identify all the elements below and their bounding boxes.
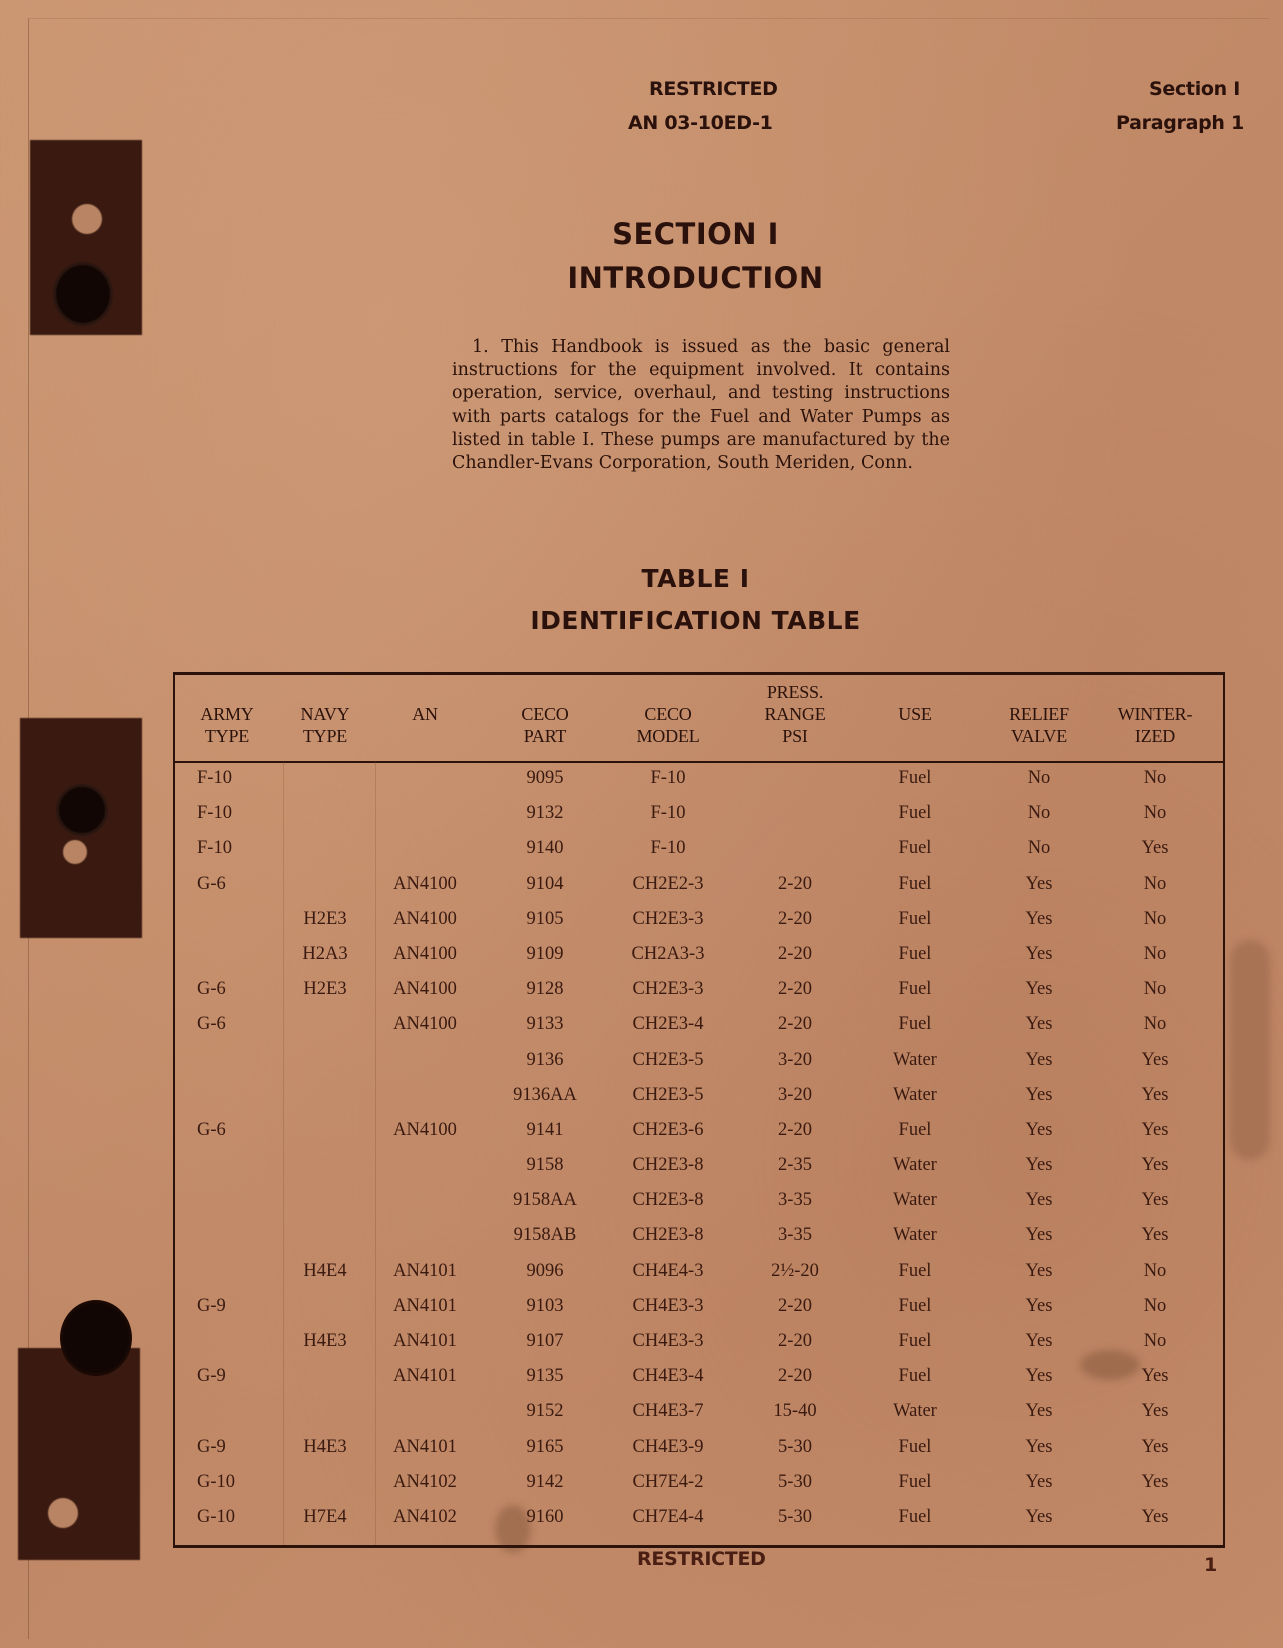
cell-navy-type: H2E3 [303,908,347,929]
cell-army-type: G-9 [197,1295,226,1316]
cell-an: AN4100 [393,979,457,1000]
column-header-ceco-part [493,681,597,747]
cell-winterized: Yes [1141,1436,1169,1457]
cell-press-range: 2-20 [778,1295,812,1316]
cell-use: Fuel [898,1471,932,1492]
cell-use: Fuel [898,979,932,1000]
cell-relief-valve: Yes [1025,1295,1053,1316]
cell-use: Water [893,1155,937,1176]
table-row [175,1113,1223,1148]
table-row [175,937,1223,972]
page-number: 1 [1204,1554,1217,1576]
cell-ceco-model: F-10 [650,768,686,788]
tab-hole [63,840,87,864]
cell-army-type: F-10 [197,768,232,788]
cell-navy-type: H7E4 [303,1506,347,1527]
cell-ceco-part: 9141 [526,1119,564,1140]
cell-use: Fuel [898,1260,932,1281]
cell-army-type: G-9 [197,1436,226,1457]
cell-ceco-model: CH4E3-3 [632,1331,704,1351]
header-line: USE [898,704,932,724]
header-line: CECO [644,704,692,724]
cell-ceco-part: 9103 [526,1295,564,1316]
column-header-press-range [741,681,849,747]
cell-ceco-part: 9128 [526,979,564,1000]
cell-winterized: Yes [1141,1471,1169,1492]
cell-ceco-model: CH4E4-3 [632,1260,704,1281]
cell-press-range: 2-20 [778,908,812,929]
column-header-winterized [1105,681,1205,747]
table-row [175,1218,1223,1253]
cell-use: Water [893,1401,937,1422]
cell-relief-valve: Yes [1025,1436,1053,1457]
cell-navy-type: H4E4 [303,1260,347,1281]
cell-winterized: Yes [1141,1049,1169,1070]
cell-an: AN4100 [393,1014,457,1035]
cell-relief-valve: Yes [1025,1506,1053,1527]
column-header-army-type [177,681,277,747]
section-title: SECTION I [612,217,779,251]
cell-ceco-model: CH2E3-6 [632,1119,704,1140]
cell-ceco-model: F-10 [650,838,686,859]
cell-ceco-part: 9140 [526,838,564,859]
section-subtitle: INTRODUCTION [567,261,824,295]
header-line: IZED [1134,726,1176,746]
cell-an: AN4100 [393,943,457,964]
cell-ceco-model: CH4E3-4 [632,1366,704,1387]
cell-ceco-model: CH2E3-5 [632,1084,704,1105]
cell-navy-type: H4E3 [303,1436,347,1457]
table-row [175,1078,1223,1113]
cell-winterized: Yes [1141,1401,1169,1422]
cell-ceco-part: 9109 [526,943,564,964]
cell-ceco-model: CH2E3-4 [632,1014,704,1035]
cell-ceco-part: 9160 [526,1506,564,1527]
cell-press-range: 5-30 [778,1436,812,1457]
column-header-an [375,681,475,747]
cell-use: Water [893,1084,937,1105]
header-line: PRESS. [766,682,824,702]
table-title: TABLE I [641,564,750,593]
cell-ceco-model: CH2E3-8 [632,1190,704,1211]
table-row [175,1254,1223,1289]
cell-ceco-part: 9096 [526,1260,564,1281]
cell-ceco-model: CH4E3-3 [632,1295,704,1316]
header-line: TYPE [302,726,348,746]
cell-press-range: 3-35 [778,1225,812,1246]
header-line [493,681,597,703]
section-heading [54,212,1283,300]
cell-use: Fuel [898,1331,932,1351]
cell-an: AN4101 [393,1260,457,1281]
cell-relief-valve: No [1027,803,1051,824]
table-row [175,1394,1223,1429]
cell-relief-valve: Yes [1025,873,1053,894]
cell-use: Fuel [898,1366,932,1387]
table-body [175,761,1223,1535]
cell-ceco-model: F-10 [650,803,686,824]
column-header-relief-valve [983,681,1095,747]
cell-ceco-model: CH2E3-3 [632,908,704,929]
cell-winterized: No [1143,768,1167,788]
stain [1230,940,1270,1160]
table-heading [54,558,1283,642]
header-line: NAVY [300,704,350,724]
table-row [175,972,1223,1007]
cell-press-range: 2½-20 [771,1260,819,1281]
cell-press-range: 5-30 [778,1506,812,1527]
header-line [177,681,277,703]
cell-press-range: 2-20 [778,1366,812,1387]
cell-press-range: 2-20 [778,1119,812,1140]
cell-relief-valve: Yes [1025,1471,1053,1492]
cell-ceco-part: 9107 [526,1331,564,1351]
cell-relief-valve: Yes [1025,908,1053,929]
cell-use: Fuel [898,1014,932,1035]
cell-use: Fuel [898,803,932,824]
cell-relief-valve: Yes [1025,1155,1053,1176]
cell-an: AN4102 [393,1506,457,1527]
cell-ceco-part: 9136 [526,1049,564,1070]
cell-army-type: G-9 [197,1366,226,1387]
cell-press-range: 2-20 [778,1331,812,1351]
cell-ceco-part: 9158 [526,1155,564,1176]
cell-winterized: No [1143,803,1167,824]
classification-header: RESTRICTED [649,78,778,100]
cell-an: AN4101 [393,1295,457,1316]
cell-relief-valve: Yes [1025,1260,1053,1281]
header-line: RELIEF [1009,704,1069,724]
column-header-use [865,681,965,747]
grommet-icon [60,1300,132,1376]
table-row [175,831,1223,866]
binder-tab-bottom [18,1348,140,1560]
cell-an: AN4100 [393,908,457,929]
cell-an: AN4102 [393,1471,457,1492]
cell-relief-valve: Yes [1025,1190,1053,1211]
table-row [175,902,1223,937]
table-row [175,796,1223,831]
table-row [175,1430,1223,1465]
header-line [865,681,965,703]
intro-paragraph: 1. This Handbook is issued as the basic general instructions for the equipment involved. It contains operation, service, overhaul, and testing instructions with parts catalogs for the Fuel and Water Pumps as listed in table I. These pumps are manufactured by the Chandler-Evans Corporation, South Meriden, Conn. [452,337,950,474]
cell-use: Water [893,1190,937,1211]
cell-navy-type: H4E3 [303,1331,347,1351]
cell-army-type: G-10 [197,1506,236,1527]
cell-navy-type: H2A3 [302,943,348,964]
cell-press-range: 3-20 [778,1084,812,1105]
cell-winterized: No [1143,1295,1167,1316]
table-row [175,1007,1223,1042]
cell-relief-valve: No [1027,838,1051,859]
cell-relief-valve: Yes [1025,979,1053,1000]
document-number: AN 03-10ED-1 [628,112,773,134]
cell-ceco-model: CH2E3-8 [632,1155,704,1176]
cell-press-range: 5-30 [778,1471,812,1492]
cell-winterized: No [1143,873,1167,894]
grommet-icon [56,784,108,836]
cell-relief-valve: Yes [1025,1084,1053,1105]
header-line [1105,681,1205,703]
cell-ceco-model: CH4E3-9 [632,1436,704,1457]
cell-press-range: 2-35 [778,1155,812,1176]
header-line [865,725,965,747]
table-row [175,1183,1223,1218]
header-line: CECO [521,704,569,724]
tab-hole [48,1498,78,1528]
cell-use: Fuel [898,1119,932,1140]
column-header-navy-type [285,681,365,747]
header-line [983,681,1095,703]
header-line [375,725,475,747]
cell-winterized: Yes [1141,1155,1169,1176]
cell-army-type: F-10 [197,803,232,824]
cell-winterized: No [1143,943,1167,964]
cell-ceco-part: 9136AA [513,1084,577,1105]
table-row [175,1289,1223,1324]
cell-winterized: No [1143,1014,1167,1035]
table-row [175,1148,1223,1183]
cell-ceco-part: 9133 [526,1014,564,1035]
cell-winterized: No [1143,1260,1167,1281]
cell-winterized: No [1143,979,1167,1000]
cell-relief-valve: Yes [1025,943,1053,964]
cell-ceco-part: 9105 [526,908,564,929]
cell-army-type: F-10 [197,838,232,859]
cell-winterized: Yes [1141,1225,1169,1246]
cell-ceco-model: CH4E3-7 [632,1401,704,1422]
cell-relief-valve: Yes [1025,1331,1053,1351]
cell-use: Water [893,1049,937,1070]
header-line: VALVE [1010,726,1067,746]
table-row [175,761,1223,796]
cell-winterized: Yes [1141,1119,1169,1140]
cell-relief-valve: Yes [1025,1119,1053,1140]
cell-relief-valve: Yes [1025,1049,1053,1070]
table-row [175,1465,1223,1500]
table-row [175,867,1223,902]
cell-ceco-part: 9165 [526,1436,564,1457]
cell-ceco-model: CH2A3-3 [631,943,705,964]
cell-press-range: 2-20 [778,873,812,894]
cell-ceco-part: 9104 [526,873,564,894]
header-line: PART [523,726,567,746]
cell-relief-valve: No [1027,768,1051,788]
header-line: MODEL [636,726,700,746]
cell-winterized: Yes [1141,1084,1169,1105]
cell-army-type: G-6 [197,979,226,1000]
cell-ceco-model: CH2E3-3 [632,979,704,1000]
binder-tab-middle [20,718,142,938]
cell-use: Fuel [898,908,932,929]
cell-ceco-part: 9152 [526,1401,564,1422]
cell-winterized: No [1143,908,1167,929]
cell-ceco-model: CH2E3-8 [632,1225,704,1246]
table-row [175,1324,1223,1359]
cell-ceco-part: 9095 [526,768,564,788]
header-line: PSI [782,726,808,746]
cell-ceco-part: 9158AA [513,1190,577,1211]
cell-army-type: G-10 [197,1471,236,1492]
column-header-ceco-model [605,681,731,747]
header-line: ARMY [200,704,254,724]
cell-use: Water [893,1225,937,1246]
cell-press-range: 2-20 [778,979,812,1000]
cell-press-range: 3-20 [778,1049,812,1070]
cell-ceco-part: 9135 [526,1366,564,1387]
header-line: RANGE [764,704,826,724]
cell-press-range: 3-35 [778,1190,812,1211]
cell-use: Fuel [898,838,932,859]
cell-ceco-model: CH2E2-3 [632,873,704,894]
cell-use: Fuel [898,1506,932,1527]
table-row [175,1500,1223,1535]
cell-winterized: No [1143,1331,1167,1351]
cell-press-range: 2-20 [778,1014,812,1035]
cell-an: AN4101 [393,1331,457,1351]
cell-ceco-part: 9132 [526,803,564,824]
cell-navy-type: H2E3 [303,979,347,1000]
cell-use: Fuel [898,768,932,788]
cell-ceco-model: CH2E3-5 [632,1049,704,1070]
classification-footer: RESTRICTED [637,1548,766,1570]
header-line: TYPE [204,726,250,746]
cell-relief-valve: Yes [1025,1225,1053,1246]
cell-winterized: Yes [1141,838,1169,859]
cell-relief-valve: Yes [1025,1366,1053,1387]
identification-table [173,672,1225,1548]
cell-ceco-part: 9142 [526,1471,564,1492]
cell-army-type: G-6 [197,873,226,894]
header-line: WINTER- [1117,704,1193,724]
cell-winterized: Yes [1141,1506,1169,1527]
cell-use: Fuel [898,1436,932,1457]
table-row [175,1043,1223,1078]
paragraph-reference: Paragraph 1 [1116,112,1244,134]
cell-use: Fuel [898,1295,932,1316]
cell-press-range: 15-40 [773,1401,817,1422]
cell-ceco-model: CH7E4-2 [632,1471,704,1492]
cell-ceco-part: 9158AB [513,1225,577,1246]
cell-winterized: Yes [1141,1366,1169,1387]
cell-relief-valve: Yes [1025,1014,1053,1035]
cell-army-type: G-6 [197,1014,226,1035]
table-subtitle: IDENTIFICATION TABLE [530,606,861,635]
header-line [285,681,365,703]
cell-winterized: Yes [1141,1190,1169,1211]
header-line [605,681,731,703]
header-line: AN [412,704,438,724]
cell-an: AN4101 [393,1366,457,1387]
table-header [175,675,1223,763]
cell-ceco-model: CH7E4-4 [632,1506,704,1527]
cell-army-type: G-6 [197,1119,226,1140]
cell-relief-valve: Yes [1025,1401,1053,1422]
table-row [175,1359,1223,1394]
cell-an: AN4101 [393,1436,457,1457]
section-reference: Section I [1149,78,1240,100]
header-line [375,681,475,703]
cell-an: AN4100 [393,873,457,894]
cell-use: Fuel [898,873,932,894]
cell-press-range: 2-20 [778,943,812,964]
cell-use: Fuel [898,943,932,964]
cell-an: AN4100 [393,1119,457,1140]
